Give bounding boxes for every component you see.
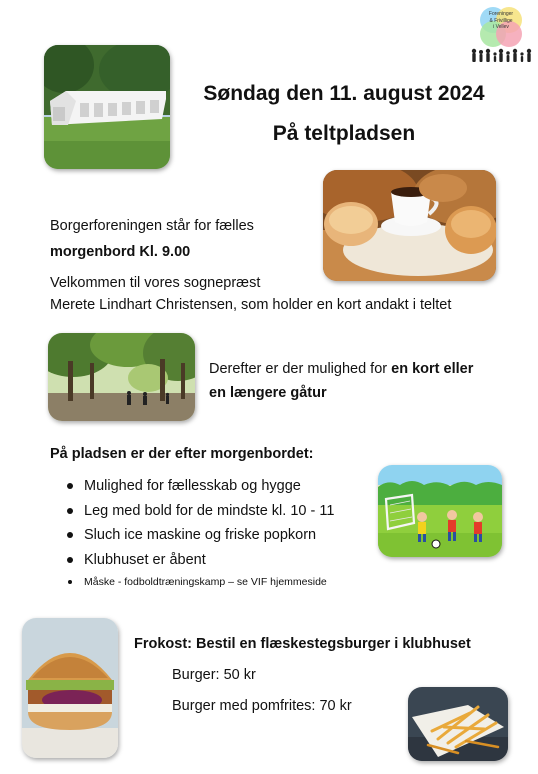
- event-date: Søndag den 11. august 2024: [203, 82, 485, 105]
- breakfast-line-1: Borgerforeningen står for fælles: [50, 218, 254, 234]
- breakfast-photo: [323, 170, 496, 281]
- walk-prefix: Derefter er der mulighed for: [209, 361, 392, 377]
- welcome-line-1: Velkommen til vores sognepræst: [50, 275, 261, 291]
- park-photo: [48, 333, 195, 421]
- welcome-line-2: Merete Lindhart Christensen, som holder en kort andakt i teltet: [50, 297, 452, 313]
- welcome-text: [50, 272, 520, 316]
- list-item: Klubhuset er åbent: [50, 550, 380, 575]
- list-item: Leg med bold for de mindste kl. 10 - 11: [50, 501, 380, 526]
- list-item: Sluch ice maskine og friske popkorn: [50, 525, 380, 550]
- logo: [466, 2, 536, 68]
- walk-text: [209, 357, 509, 405]
- lunch-heading: Frokost: Bestil en flæskestegsburger i klubhuset: [134, 636, 471, 652]
- lunch-price-1: Burger: 50 kr: [172, 667, 256, 683]
- list-item: Måske - fodboldtræningskamp – se VIF hjemmeside: [50, 574, 380, 593]
- activities-heading: På pladsen er der efter morgenbordet:: [50, 446, 314, 462]
- fries-photo: [408, 687, 508, 761]
- kids-football-illustration: [378, 465, 502, 557]
- event-place: På teltpladsen: [272, 122, 416, 145]
- logo-text-2: & Frivillige: [489, 17, 513, 24]
- walk-bold-1: en kort eller: [391, 361, 474, 377]
- logo-text-3: i Vellev: [493, 24, 509, 30]
- list-item: Mulighed for fællesskab og hygge: [50, 476, 380, 501]
- breakfast-line-2: morgenbord Kl. 9.00: [50, 244, 191, 260]
- tent-photo: [44, 45, 170, 169]
- activities-list: [50, 476, 380, 593]
- lunch-price-2: Burger med pomfrites: 70 kr: [172, 698, 352, 714]
- logo-text-1: Foreninger: [488, 11, 514, 17]
- breakfast-text: [50, 213, 320, 265]
- walk-bold-2: en længere gåtur: [209, 385, 327, 401]
- burger-photo: [22, 618, 118, 758]
